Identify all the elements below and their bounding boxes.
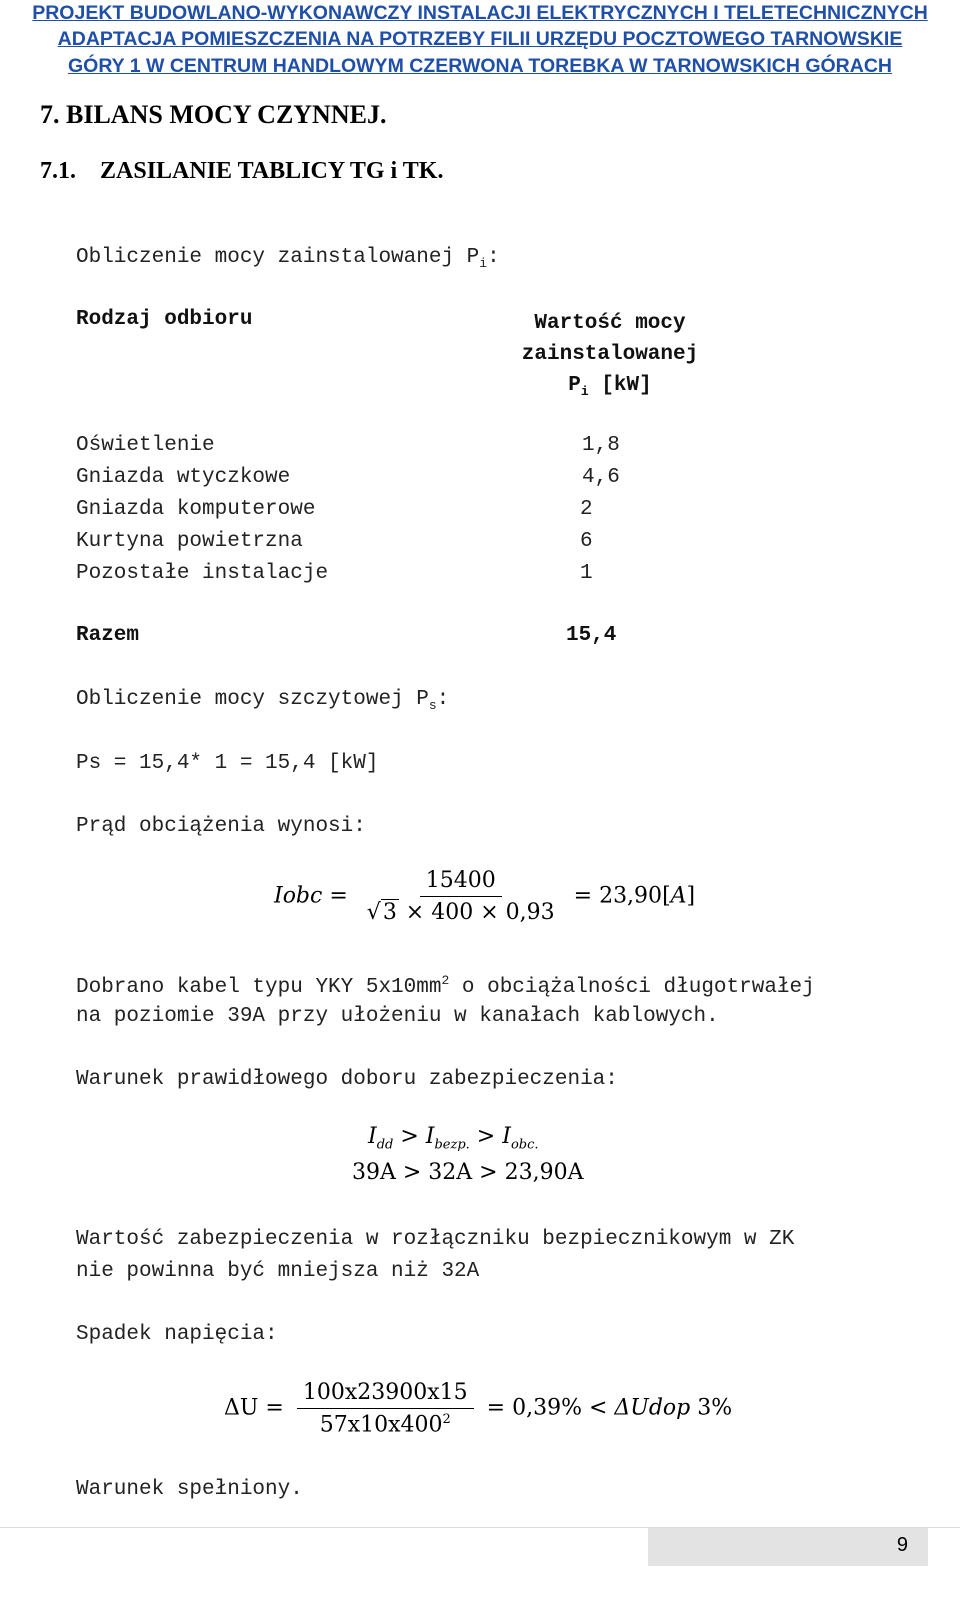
peak-power-formula: Ps = 15,4* 1 = 15,4 [kW]	[76, 752, 379, 775]
table-cell-value: 6	[580, 530, 593, 553]
cable-text-line-1: Dobrano kabel typu YKY $5x10mm^2$ o obciążalności długotrwałej	[76, 973, 815, 999]
fuse-text-line-2: nie powinna być mniejsza niż 32A	[76, 1260, 480, 1283]
table-cell-value: 1	[580, 562, 593, 585]
condition-inequality: $I_{dd} > I_{bezp.} > I_{obc.}$	[368, 1124, 539, 1153]
voltage-drop-fraction: $\frac{100x23900x15}{57x10x400^2}$	[297, 1380, 474, 1437]
current-label: Prąd obciążenia wynosi:	[76, 815, 366, 838]
voltage-drop-label: Spadek napięcia:	[76, 1323, 278, 1346]
table-header-type: Rodzaj odbioru	[76, 308, 253, 331]
installed-power-label: Obliczenie mocy zainstalowanej $P_i$:	[76, 246, 500, 272]
table-row: Gniazda komputerowe	[76, 498, 316, 521]
header-line-3: GÓRY 1 W CENTRUM HANDLOWYM CZERWONA TOREBKA W TARNOWSKICH GÓRACH	[67, 55, 893, 77]
table-row: Gniazda wtyczkowe	[76, 466, 291, 489]
section-title: 7. BILANS MOCY CZYNNEJ.	[40, 100, 387, 129]
table-header-value: Wartość mocy zainstalowanej $P_i$ [kW]	[521, 312, 699, 400]
table-total-label: Razem	[76, 624, 140, 647]
table-total-value: 15,4	[566, 624, 617, 647]
current-fraction: $\frac{15400}{√3 \times 400 \times 0,93}$	[366, 868, 555, 925]
cable-text-line-2: na poziomie 39A przy ułożeniu w kanałach kablowych.	[76, 1005, 719, 1028]
table-cell-value: 1,8	[582, 434, 620, 457]
conclusion-text: Warunek spełniony.	[76, 1478, 303, 1501]
subsection-title: 7.1. ZASILANIE TABLICY TG i TK.	[40, 158, 444, 184]
table-row: Oświetlenie	[76, 434, 215, 457]
table-row: Kurtyna powietrzna	[76, 530, 303, 553]
table-cell-value: 2	[580, 498, 593, 521]
header-line-2: ADAPTACJA POMIESZCZENIA NA POTRZEBY FILII URZĘDU POCZTOWEGO TARNOWSKIE	[57, 28, 903, 50]
table-row: Pozostałe instalacje	[76, 562, 329, 585]
condition-values: 39A > 32A > 23,90A	[352, 1160, 584, 1185]
page-number-box	[648, 1528, 928, 1566]
peak-power-label: Obliczenie mocy szczytowej $P_s$:	[76, 688, 450, 714]
voltage-drop-equation: ΔU = $\frac{100x23900x15}{57x10x400^2}$ = 0,39% < ΔUdop 3%	[224, 1380, 733, 1438]
table-cell-value: 4,6	[582, 466, 620, 489]
current-equation: Iobc = $\frac{15400}{√3 \times 400 \times 0,93}$ = 23,90[A]	[274, 868, 696, 925]
fuse-text-line-1: Wartość zabezpieczenia w rozłączniku bezpiecznikowym w ZK	[76, 1228, 795, 1251]
header-line-1: PROJEKT BUDOWLANO-WYKONAWCZY INSTALACJI ELEKTRYCZNYCH I TELETECHNICZNYCH	[32, 2, 928, 24]
condition-label: Warunek prawidłowego doboru zabezpieczenia:	[76, 1068, 618, 1091]
page-number: 9	[896, 1534, 908, 1556]
